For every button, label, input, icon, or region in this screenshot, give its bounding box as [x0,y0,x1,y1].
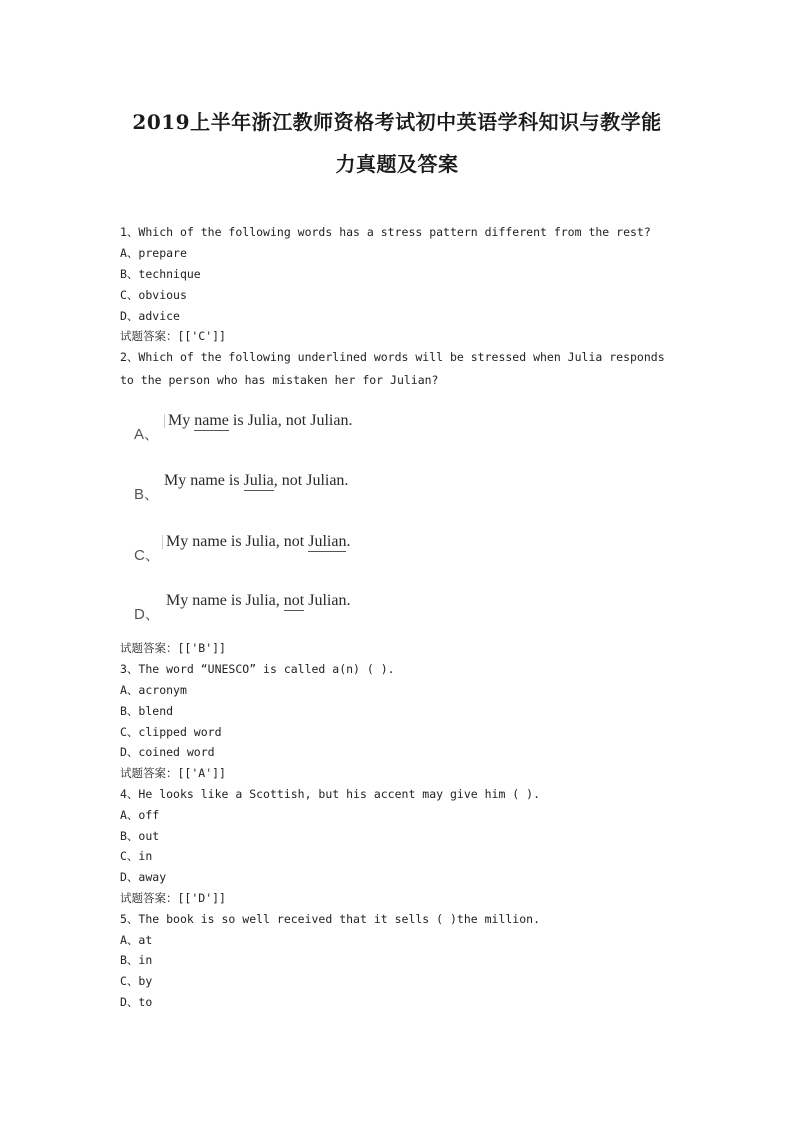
question-4-answer: 试题答案：[['D']] [120,891,226,905]
question-1-option-d: D、advice [120,309,180,323]
question-2-stem-line2: to the person who has mistaken her for Julian? [120,373,439,387]
question-3-option-c: C、clipped word [120,725,222,739]
question-5-stem: 5、The book is so well received that it sells ( )the million. [120,912,540,926]
question-4-stem: 4、He looks like a Scottish, but his accent may give him ( ). [120,787,540,801]
question-2-option-c [134,531,394,571]
question-2-stem-line1: 2、Which of the following underlined words will be stressed when Julia responds [120,350,665,364]
question-5-option-c: C、by [120,974,153,988]
option-letter: D、 [134,606,160,623]
question-5-option-a: A、at [120,933,153,947]
option-letter: A、 [134,426,160,443]
question-3-option-b: B、blend [120,704,174,718]
option-letter: B、 [134,486,160,503]
option-letter: C、 [134,547,160,564]
option-sentence: My name is Julia, not Julian. [168,412,353,429]
option-sentence: My name is Julia, not Julian. [166,533,351,550]
question-2-answer: 试题答案：[['B']] [120,641,226,655]
option-sentence: My name is Julia, not Julian. [164,472,349,489]
question-3-answer: 试题答案：[['A']] [120,766,226,780]
question-1-option-a: A、prepare [120,246,187,260]
option-sentence: My name is Julia, not Julian. [166,592,351,609]
question-3-option-a: A、acronym [120,683,187,697]
underlined-word: Julia [243,472,274,489]
question-1-stem: 1、Which of the following words has a stress pattern different from the rest? [120,225,651,239]
underlined-word: name [194,412,229,429]
question-4-option-b: B、out [120,829,160,843]
question-4-option-a: A、off [120,808,160,822]
document-title-line1: 2019上半年浙江教师资格考试初中英语学科知识与教学能 [132,110,662,134]
question-2-option-d [134,590,394,630]
question-2-option-b [134,470,394,510]
question-1-answer: 试题答案：[['C']] [120,329,226,343]
question-3-stem: 3、The word “UNESCO” is called a(n) ( ). [120,662,395,676]
question-1-option-b: B、technique [120,267,201,281]
image-edge-mark [164,414,165,428]
question-4-option-d: D、away [120,870,167,884]
question-3-option-d: D、coined word [120,745,215,759]
underlined-word: Julian [308,533,347,550]
question-5-option-d: D、to [120,995,153,1009]
underlined-word: not [283,592,305,609]
image-edge-mark [162,535,163,549]
question-5-option-b: B、in [120,953,153,967]
question-1-option-c: C、obvious [120,288,187,302]
document-title-line2: 力真题及答案 [335,152,459,176]
question-2-option-a [134,410,394,450]
question-4-option-c: C、in [120,849,153,863]
